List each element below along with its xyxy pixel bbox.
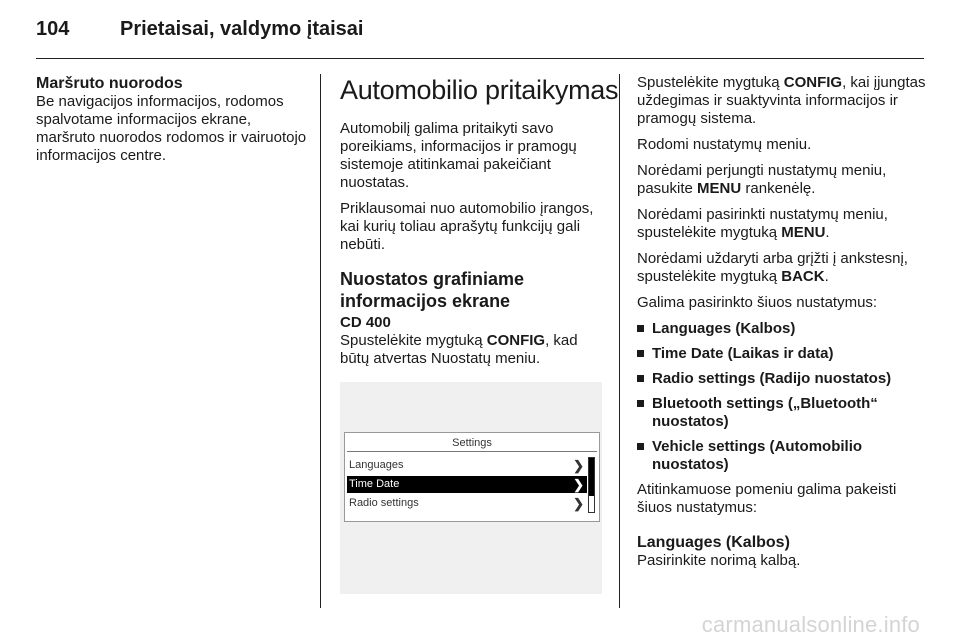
list-item-text: Radio settings (Radijo nuostatos): [652, 370, 892, 387]
list-item: [637, 438, 927, 474]
config-paragraph: [637, 74, 927, 128]
column-divider-right: [619, 74, 620, 608]
bullet-square-icon: [637, 350, 644, 357]
menu-item-label: Languages: [349, 459, 404, 471]
chevron-right-icon: ❯: [573, 477, 584, 492]
menu-keyword: MENU: [697, 180, 742, 197]
menu-item-languages: [347, 457, 587, 474]
page-header: [36, 18, 363, 48]
menu-item-label: Time Date: [349, 478, 400, 490]
text-fragment: Spustelėkite mygtuką: [340, 332, 487, 349]
languages-heading: Languages (Kalbos): [637, 534, 790, 551]
submenu-paragraph: Atitinkamuose pomeniu galima pakeisti šiuos nustatymus:: [637, 481, 897, 516]
text-fragment: , kai įjungtas uždegimas ir suaktyvinta informacijos ir pramogų sistema.: [637, 74, 926, 127]
menu-knob-paragraph: [637, 162, 927, 198]
list-item-text: Vehicle settings (Automobilio nuostatos): [652, 438, 863, 473]
menu-shown-paragraph: Rodomi nustatymų meniu.: [637, 136, 812, 153]
options-intro: Galima pasirinkto šiuos nustatymus:: [637, 294, 878, 311]
settings-list: [637, 320, 927, 474]
column-divider-left: [320, 74, 321, 608]
route-guidance-heading: Maršruto nuorodos: [36, 75, 183, 92]
model-title: CD 400: [340, 314, 391, 331]
chevron-right-icon: ❯: [573, 458, 584, 473]
subsection-title: Nuostatos grafiniame informacijos ekrane: [340, 269, 525, 311]
text-fragment: rankenėlę.: [741, 180, 816, 197]
column-left: [36, 74, 308, 165]
display-screen: [344, 432, 600, 522]
page-number: 104: [36, 18, 70, 40]
screen-title-rule: [347, 451, 597, 452]
list-item-text: Time Date (Laikas ir data): [652, 345, 834, 362]
route-guidance-text: Be navigacijos informacijos, rodomos spalvotame informacijos ekrane, maršruto nuorodos rodomos ir vairuotojo informacijos centre.: [36, 93, 307, 164]
column-right: [637, 74, 927, 570]
config-keyword: CONFIG: [486, 332, 546, 349]
list-item-text: Bluetooth settings („Bluetooth“ nuostatos): [652, 395, 878, 430]
bullet-square-icon: [637, 443, 644, 450]
languages-text: Pasirinkite norimą kalbą.: [637, 552, 801, 569]
text-fragment: , kad būtų atvertas Nuostatų meniu.: [340, 332, 578, 367]
page-title: Prietaisai, valdymo įtaisai: [120, 18, 364, 40]
column-middle: [340, 74, 619, 594]
intro-paragraph: Automobilį galima pritaikyti savo poreikiams, informacijos ir pramogų sistemoje atitinkamai pakeičiant nuostatas.: [340, 120, 577, 191]
menu-keyword: MENU: [781, 224, 826, 241]
spacer: [637, 517, 927, 533]
text-fragment: .: [825, 224, 830, 241]
menu-item-label: Radio settings: [349, 497, 419, 509]
bullet-square-icon: [637, 375, 644, 382]
text-fragment: Norėdami uždaryti arba grįžti į ankstesnį, spustelėkite mygtuką: [637, 250, 908, 285]
chevron-right-icon: ❯: [573, 496, 584, 511]
list-item: [637, 370, 927, 388]
text-fragment: Norėdami perjungti nustatymų meniu, pasukite: [637, 162, 887, 197]
list-item: [637, 345, 927, 363]
list-item-text: Languages (Kalbos): [652, 320, 796, 337]
section-title: Automobilio pritaikymas: [340, 75, 619, 105]
menu-button-paragraph: [637, 206, 927, 242]
menu-item-radio-settings: [347, 495, 587, 512]
settings-screen-illustration: [340, 382, 602, 594]
back-paragraph: [637, 250, 927, 286]
bullet-square-icon: [637, 400, 644, 407]
config-instruction: [340, 332, 605, 368]
screen-title: Settings: [452, 437, 492, 449]
watermark: carmanualsonline.info: [701, 612, 920, 637]
menu-item-time-date: [347, 476, 587, 493]
list-item: [637, 395, 927, 431]
text-fragment: Spustelėkite mygtuką: [637, 74, 784, 91]
screen-scrollbar: [588, 457, 595, 513]
list-item: [637, 320, 927, 338]
back-keyword: BACK: [781, 268, 825, 285]
scrollbar-thumb: [589, 458, 594, 496]
bullet-square-icon: [637, 325, 644, 332]
header-rule: [36, 58, 924, 59]
config-keyword: CONFIG: [783, 74, 843, 91]
text-fragment: Norėdami pasirinkti nustatymų meniu, spustelėkite mygtuką: [637, 206, 888, 241]
equipment-note: Priklausomai nuo automobilio įrangos, kai kurių toliau aprašytų funkcijų gali nebūti.: [340, 200, 594, 253]
text-fragment: .: [824, 268, 829, 285]
